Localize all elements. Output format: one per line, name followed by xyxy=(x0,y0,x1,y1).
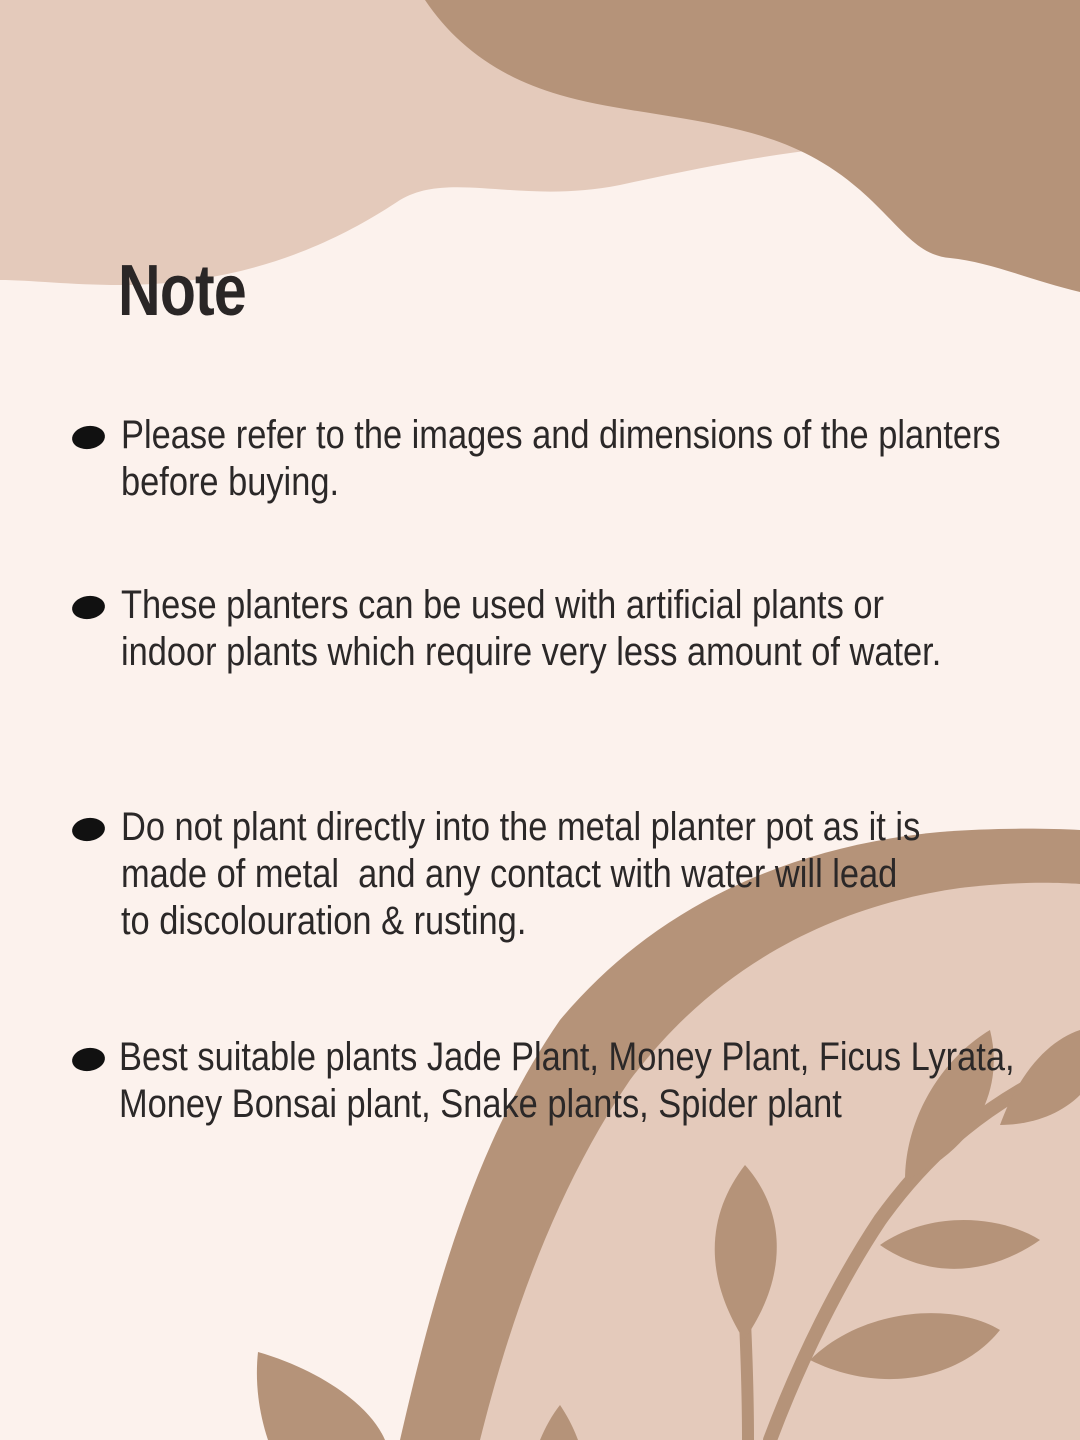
page-title: Note xyxy=(118,251,246,331)
note-line: Do not plant directly into the metal planter pot as it is xyxy=(121,805,921,849)
note-text xyxy=(121,804,1050,945)
note-line: Money Bonsai plant, Snake plants, Spider plant xyxy=(119,1082,842,1126)
note-line: These planters can be used with artificial plants or xyxy=(121,583,884,627)
note-text xyxy=(121,412,1050,506)
note-line: Best suitable plants Jade Plant, Money Plant, Ficus Lyrata, xyxy=(119,1035,1015,1079)
leaf-bottom-left xyxy=(257,1352,385,1440)
note-text xyxy=(121,582,1050,676)
note-text xyxy=(119,1034,1048,1128)
note-line: Please refer to the images and dimensions of the planters xyxy=(121,413,1001,457)
note-line: made of metal and any contact with water will lead xyxy=(121,852,898,896)
note-line: to discolouration & rusting. xyxy=(121,899,527,943)
note-line: before buying. xyxy=(121,460,340,504)
note-line: indoor plants which require very less amount of water. xyxy=(121,630,942,674)
